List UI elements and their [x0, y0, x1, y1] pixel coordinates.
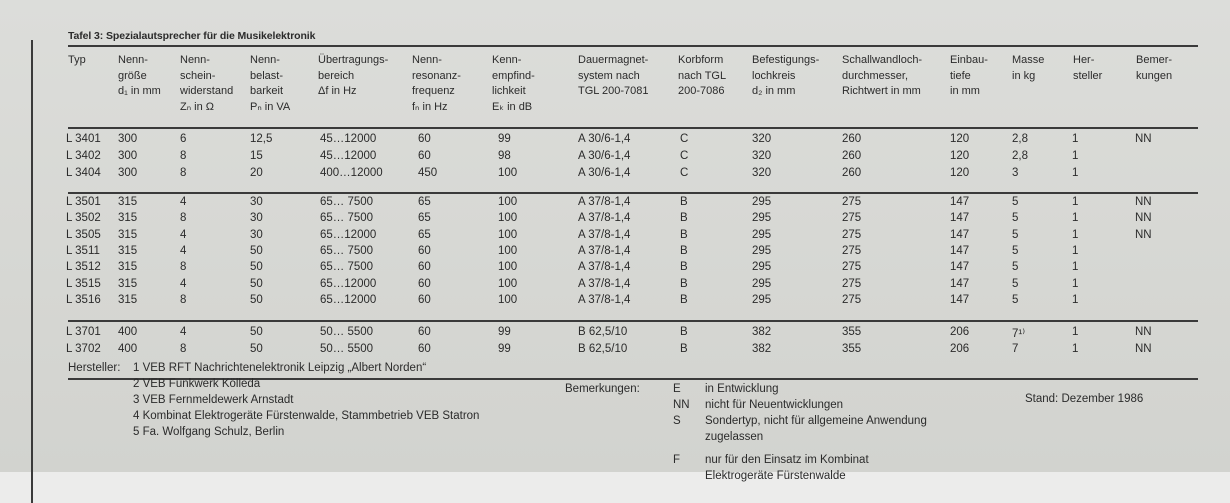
column-header-magnet: Dauermagnet- system nach TGL 200-7081	[578, 54, 649, 97]
cell-resonanz: 65	[418, 212, 431, 224]
cell-groesse: 315	[118, 278, 138, 290]
cell-masse: 5	[1012, 229, 1019, 241]
cell-korb: B	[680, 196, 688, 208]
cell-kennempf: 98	[498, 150, 511, 162]
cell-belast: 30	[250, 196, 263, 208]
table-row	[0, 212, 1230, 229]
cell-kennempf: 100	[498, 245, 518, 257]
cell-magnet: A 30/6-1,4	[578, 150, 631, 162]
cell-einbau: 206	[950, 326, 970, 338]
table-row	[0, 133, 1230, 150]
rule-group-2	[68, 320, 1198, 322]
cell-korb: B	[680, 212, 688, 224]
cell-typ: L 3512	[66, 261, 101, 273]
cell-magnet: B 62,5/10	[578, 343, 628, 355]
cell-lochkreis: 320	[752, 150, 772, 162]
cell-schallwand: 275	[842, 212, 862, 224]
cell-einbau: 147	[950, 196, 970, 208]
bemerkung-text: in Entwicklung	[705, 383, 779, 395]
cell-widerstand: 8	[180, 212, 187, 224]
cell-typ: L 3511	[66, 245, 100, 257]
rule-top	[68, 45, 1198, 47]
table-title: Tafel 3: Spezialautsprecher für die Musikelektronik	[68, 30, 316, 42]
cell-hersteller: 1	[1072, 150, 1079, 162]
cell-uebertragung: 45…12000	[320, 133, 377, 145]
table-row	[0, 167, 1230, 184]
cell-magnet: B 62,5/10	[578, 326, 628, 338]
cell-lochkreis: 295	[752, 245, 772, 257]
cell-typ: L 3516	[66, 294, 101, 306]
cell-groesse: 400	[118, 326, 138, 338]
cell-resonanz: 60	[418, 343, 431, 355]
cell-einbau: 147	[950, 261, 970, 273]
cell-korb: B	[680, 294, 688, 306]
cell-kennempf: 99	[498, 133, 511, 145]
cell-einbau: 147	[950, 212, 970, 224]
bemerkung-code: E	[673, 383, 681, 395]
cell-kennempf: 100	[498, 294, 518, 306]
cell-typ: L 3702	[66, 343, 101, 355]
table-row	[0, 278, 1230, 295]
cell-uebertragung: 65…12000	[320, 229, 377, 241]
cell-belast: 50	[250, 294, 263, 306]
cell-uebertragung: 50… 5500	[320, 343, 374, 355]
cell-schallwand: 260	[842, 167, 862, 179]
cell-magnet: A 37/8-1,4	[578, 196, 631, 208]
cell-hersteller: 1	[1072, 326, 1079, 338]
cell-kennempf: 99	[498, 343, 511, 355]
cell-masse: 5	[1012, 245, 1019, 257]
column-header-bemerk: Bemer- kungen	[1136, 54, 1173, 82]
column-header-hersteller: Her- steller	[1073, 54, 1103, 82]
cell-resonanz: 65	[418, 196, 431, 208]
cell-masse: 5	[1012, 261, 1019, 273]
cell-bemerk: NN	[1135, 326, 1152, 338]
cell-bemerk: NN	[1135, 343, 1152, 355]
cell-korb: C	[680, 150, 689, 162]
cell-resonanz: 65	[418, 229, 431, 241]
cell-belast: 50	[250, 343, 263, 355]
cell-groesse: 315	[118, 261, 138, 273]
bemerkung-code: NN	[673, 399, 690, 411]
cell-masse: 5	[1012, 212, 1019, 224]
cell-bemerk: NN	[1135, 196, 1152, 208]
cell-widerstand: 4	[180, 278, 187, 290]
cell-magnet: A 37/8-1,4	[578, 261, 631, 273]
cell-lochkreis: 295	[752, 196, 772, 208]
cell-lochkreis: 320	[752, 133, 772, 145]
cell-magnet: A 37/8-1,4	[578, 229, 631, 241]
cell-hersteller: 1	[1072, 167, 1079, 179]
column-header-widerstand: Nenn- schein- widerstand Zₙ in Ω	[180, 54, 234, 113]
cell-masse: 7¹⁾	[1012, 328, 1026, 340]
cell-widerstand: 8	[180, 261, 187, 273]
column-header-schallwand: Schallwandloch- durchmesser, Richtwert in mm	[842, 54, 923, 97]
cell-lochkreis: 382	[752, 326, 772, 338]
cell-belast: 50	[250, 326, 263, 338]
cell-lochkreis: 320	[752, 167, 772, 179]
stand-date: Stand: Dezember 1986	[1025, 393, 1144, 405]
cell-belast: 30	[250, 212, 263, 224]
cell-typ: L 3501	[66, 196, 101, 208]
cell-uebertragung: 45…12000	[320, 150, 377, 162]
cell-korb: B	[680, 278, 688, 290]
cell-resonanz: 450	[418, 167, 438, 179]
cell-groesse: 300	[118, 133, 138, 145]
cell-uebertragung: 50… 5500	[320, 326, 374, 338]
cell-uebertragung: 400…12000	[320, 167, 383, 179]
cell-magnet: A 37/8-1,4	[578, 294, 631, 306]
cell-schallwand: 355	[842, 343, 862, 355]
column-header-typ: Typ	[68, 54, 86, 66]
column-header-einbau: Einbau- tiefe in mm	[950, 54, 988, 97]
cell-einbau: 147	[950, 278, 970, 290]
column-header-uebertragung: Übertragungs- bereich Δf in Hz	[318, 54, 389, 97]
cell-typ: L 3502	[66, 212, 101, 224]
cell-lochkreis: 295	[752, 278, 772, 290]
cell-groesse: 315	[118, 294, 138, 306]
cell-typ: L 3505	[66, 229, 101, 241]
cell-widerstand: 8	[180, 167, 187, 179]
table-row	[0, 150, 1230, 167]
cell-schallwand: 275	[842, 261, 862, 273]
cell-korb: B	[680, 343, 688, 355]
bemerkungen-label: Bemerkungen:	[565, 383, 640, 395]
cell-hersteller: 1	[1072, 196, 1079, 208]
cell-widerstand: 8	[180, 294, 187, 306]
cell-resonanz: 60	[418, 261, 431, 273]
hersteller-list: 1 VEB RFT Nachrichtenelektronik Leipzig „Albert Norden“ 2 VEB Funkwerk Kölleda 3 VEB Fernmeldewerk Arnstadt 4 Kombinat Elektrogeräte Fürstenwalde, Stammbetrieb VEB Statron 5 Fa. Wolfgang Schulz, Berlin	[133, 362, 480, 438]
column-header-kennempf: Kenn- empfind- lichkeit Eₖ in dB	[492, 54, 535, 113]
cell-widerstand: 4	[180, 229, 187, 241]
cell-hersteller: 1	[1072, 343, 1079, 355]
cell-typ: L 3515	[66, 278, 101, 290]
cell-lochkreis: 382	[752, 343, 772, 355]
cell-belast: 50	[250, 278, 263, 290]
cell-resonanz: 60	[418, 294, 431, 306]
cell-magnet: A 37/8-1,4	[578, 278, 631, 290]
cell-korb: B	[680, 261, 688, 273]
table-row	[0, 229, 1230, 246]
cell-widerstand: 4	[180, 245, 187, 257]
cell-einbau: 147	[950, 229, 970, 241]
cell-kennempf: 100	[498, 167, 518, 179]
cell-hersteller: 1	[1072, 261, 1079, 273]
cell-uebertragung: 65… 7500	[320, 245, 374, 257]
cell-magnet: A 30/6-1,4	[578, 167, 631, 179]
bemerkung-text: nur für den Einsatz im Kombinat Elektrogeräte Fürstenwalde	[705, 454, 869, 482]
cell-korb: B	[680, 229, 688, 241]
cell-hersteller: 1	[1072, 229, 1079, 241]
cell-resonanz: 60	[418, 326, 431, 338]
cell-schallwand: 260	[842, 150, 862, 162]
column-header-lochkreis: Befestigungs- lochkreis d₂ in mm	[752, 54, 820, 97]
cell-groesse: 400	[118, 343, 138, 355]
column-header-korb: Korbform nach TGL 200-7086	[678, 54, 727, 97]
cell-bemerk: NN	[1135, 133, 1152, 145]
cell-kennempf: 99	[498, 326, 511, 338]
cell-korb: B	[680, 245, 688, 257]
cell-belast: 20	[250, 167, 263, 179]
cell-masse: 2,8	[1012, 133, 1028, 145]
cell-bemerk: NN	[1135, 212, 1152, 224]
cell-kennempf: 100	[498, 278, 518, 290]
cell-belast: 30	[250, 229, 263, 241]
cell-korb: B	[680, 326, 688, 338]
cell-belast: 50	[250, 245, 263, 257]
bemerkung-text: nicht für Neuentwicklungen	[705, 399, 844, 411]
cell-bemerk: NN	[1135, 229, 1152, 241]
cell-masse: 7	[1012, 343, 1019, 355]
cell-groesse: 315	[118, 245, 138, 257]
column-header-belast: Nenn- belast- barkeit Pₙ in VA	[250, 54, 291, 113]
cell-schallwand: 355	[842, 326, 862, 338]
table-row	[0, 343, 1230, 360]
cell-masse: 2,8	[1012, 150, 1028, 162]
cell-uebertragung: 65…12000	[320, 278, 377, 290]
cell-typ: L 3701	[66, 326, 101, 338]
cell-lochkreis: 295	[752, 212, 772, 224]
cell-belast: 50	[250, 261, 263, 273]
cell-groesse: 315	[118, 196, 138, 208]
hersteller-label: Hersteller:	[68, 362, 121, 374]
cell-resonanz: 60	[418, 133, 431, 145]
cell-uebertragung: 65… 7500	[320, 196, 374, 208]
cell-hersteller: 1	[1072, 278, 1079, 290]
cell-schallwand: 275	[842, 294, 862, 306]
cell-widerstand: 8	[180, 343, 187, 355]
cell-kennempf: 100	[498, 261, 518, 273]
cell-schallwand: 275	[842, 278, 862, 290]
cell-kennempf: 100	[498, 229, 518, 241]
cell-widerstand: 4	[180, 326, 187, 338]
cell-einbau: 120	[950, 133, 970, 145]
column-header-resonanz: Nenn- resonanz- frequenz fₙ in Hz	[412, 54, 461, 113]
table-row	[0, 294, 1230, 311]
table-row	[0, 326, 1230, 343]
cell-korb: C	[680, 167, 689, 179]
cell-magnet: A 37/8-1,4	[578, 212, 631, 224]
cell-magnet: A 37/8-1,4	[578, 245, 631, 257]
cell-uebertragung: 65… 7500	[320, 261, 374, 273]
table-row	[0, 196, 1230, 213]
cell-lochkreis: 295	[752, 261, 772, 273]
cell-widerstand: 8	[180, 150, 187, 162]
cell-uebertragung: 65…12000	[320, 294, 377, 306]
cell-kennempf: 100	[498, 196, 518, 208]
cell-lochkreis: 295	[752, 229, 772, 241]
cell-einbau: 120	[950, 150, 970, 162]
bemerkung-code: S	[673, 415, 681, 427]
cell-masse: 5	[1012, 196, 1019, 208]
bemerkung-code: F	[673, 454, 681, 466]
cell-groesse: 300	[118, 150, 138, 162]
rule-header-bottom	[68, 127, 1198, 129]
rule-group-1	[68, 192, 1198, 194]
cell-hersteller: 1	[1072, 245, 1079, 257]
cell-lochkreis: 295	[752, 294, 772, 306]
column-header-groesse: Nenn- größe d₁ in mm	[118, 54, 161, 97]
cell-einbau: 206	[950, 343, 970, 355]
cell-hersteller: 1	[1072, 133, 1079, 145]
cell-groesse: 315	[118, 212, 138, 224]
cell-korb: C	[680, 133, 689, 145]
cell-hersteller: 1	[1072, 212, 1079, 224]
cell-masse: 5	[1012, 294, 1019, 306]
page-bottom-margin	[0, 472, 1230, 503]
cell-typ: L 3402	[66, 150, 101, 162]
cell-kennempf: 100	[498, 212, 518, 224]
cell-einbau: 147	[950, 245, 970, 257]
bemerkung-text: Sondertyp, nicht für allgemeine Anwendung zugelassen	[705, 415, 927, 443]
cell-schallwand: 275	[842, 196, 862, 208]
cell-widerstand: 4	[180, 196, 187, 208]
cell-typ: L 3401	[66, 133, 101, 145]
column-header-masse: Masse in kg	[1012, 54, 1045, 82]
cell-einbau: 120	[950, 167, 970, 179]
cell-groesse: 300	[118, 167, 138, 179]
cell-hersteller: 1	[1072, 294, 1079, 306]
cell-uebertragung: 65… 7500	[320, 212, 374, 224]
cell-groesse: 315	[118, 229, 138, 241]
cell-schallwand: 260	[842, 133, 862, 145]
cell-belast: 15	[250, 150, 263, 162]
cell-magnet: A 30/6-1,4	[578, 133, 631, 145]
cell-resonanz: 60	[418, 278, 431, 290]
table-row	[0, 261, 1230, 278]
cell-resonanz: 60	[418, 150, 431, 162]
cell-masse: 5	[1012, 278, 1019, 290]
cell-masse: 3	[1012, 167, 1019, 179]
cell-typ: L 3404	[66, 167, 101, 179]
cell-widerstand: 6	[180, 133, 187, 145]
cell-einbau: 147	[950, 294, 970, 306]
table-row	[0, 245, 1230, 262]
cell-schallwand: 275	[842, 229, 862, 241]
cell-resonanz: 60	[418, 245, 431, 257]
cell-schallwand: 275	[842, 245, 862, 257]
cell-belast: 12,5	[250, 133, 273, 145]
